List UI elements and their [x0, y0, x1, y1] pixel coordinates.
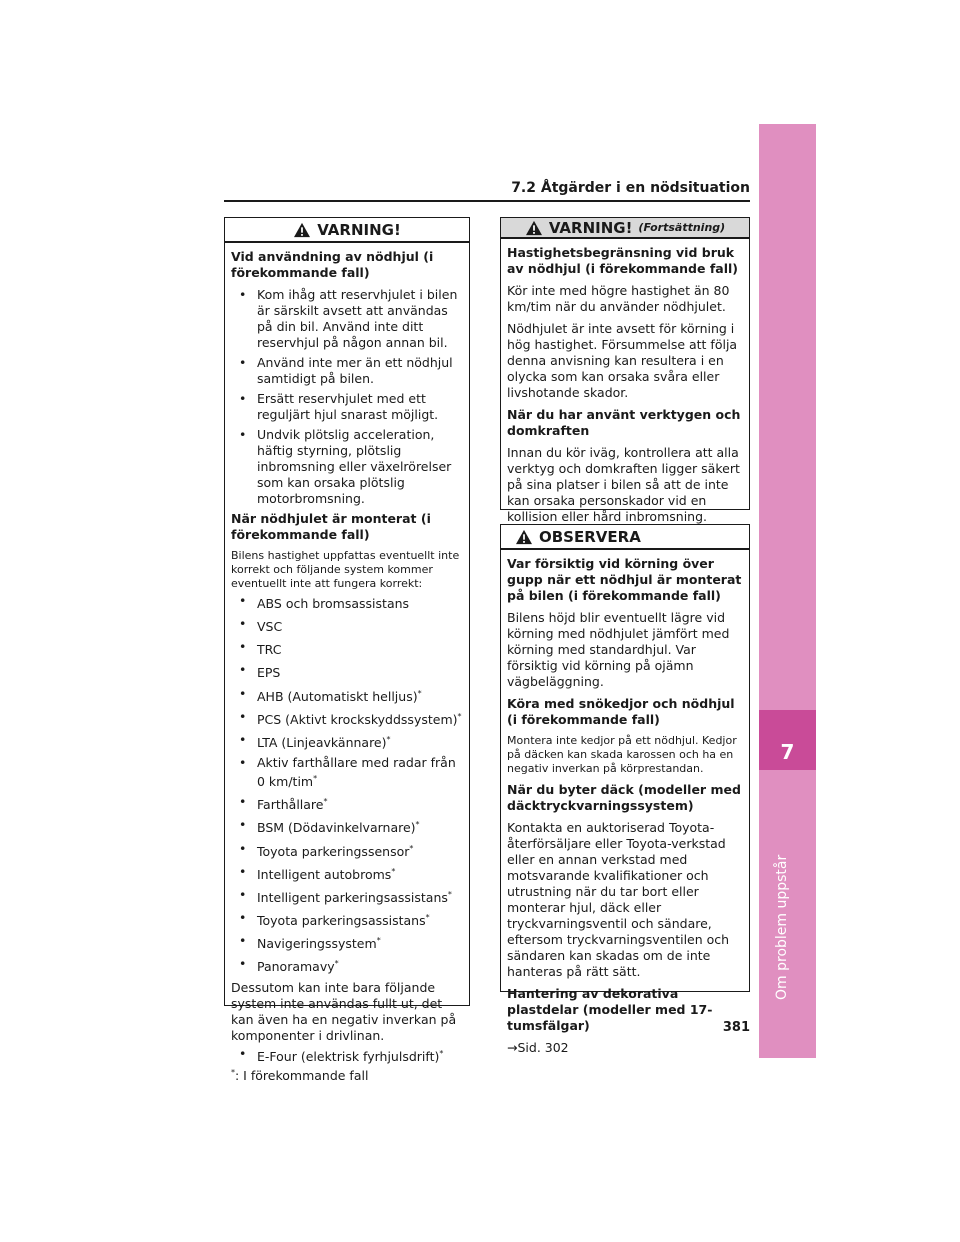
warning-box-header [225, 218, 469, 243]
footnote: *: I förekommande fall [231, 1067, 369, 1083]
warning-paragraph: Kör inte med högre hastighet än 80 km/tim när du använder nödhjulet. [507, 283, 730, 314]
list-item: • Använd inte mer än ett nödhjul samtidigt på bilen. [231, 355, 463, 387]
list-item: • BSM (Dödavinkelvarnare)* [231, 817, 463, 836]
list-item: • Panoramavy* [231, 956, 463, 975]
warning-paragraph: Nödhjulet är inte avsett för körning i hög hastighet. Försummelse att följa denna anvisning kan resultera i en olycka som kan orsaka svåra eller livshotande skador. [507, 321, 738, 400]
list-item: • Intelligent autobroms* [231, 864, 463, 883]
list-item: • Navigeringssystem* [231, 933, 463, 952]
notice-body [501, 550, 749, 1068]
notice-paragraph: Kontakta en auktoriserad Toyota-återförsäljare eller Toyota-verkstad eller en annan verkstad med motsvarande kvalifikationer och utrustning när du tar bort eller monterar hjul, däck eller tryckvarningsventil och sändare, eftersom tryckvarningsventilen och sändaren kan skadas om de inte hanteras på rätt sätt. [507, 820, 730, 979]
chapter-number: 7 [780, 740, 795, 764]
warning-list-1 [231, 287, 463, 507]
section-header: 7.2 Åtgärder i en nödsituation [511, 180, 750, 196]
list-item: • EPS [231, 662, 463, 681]
warning-heading: När nödhjulet är monterat (i förekommande fall) [231, 511, 431, 542]
list-item: • Ersätt reservhjulet med ett reguljärt hjul snarast möjligt. [231, 391, 463, 423]
header-rule [224, 200, 750, 202]
warning-heading: När du har använt verktygen och domkraften [507, 407, 741, 438]
warning-box-right [500, 217, 750, 524]
notice-icon [515, 529, 533, 545]
warning-list-3 [231, 1046, 463, 1065]
notice-heading: Hantering av dekorativa plastdelar (modeller med 17-tumsfälgar) [507, 986, 713, 1033]
page-reference-link[interactable]: →Sid. 302 [507, 1040, 569, 1055]
list-item: • Kom ihåg att reservhjulet i bilen är särskilt avsett att användas på din bil. Använd inte ditt reservhjul på någon annan bil. [231, 287, 463, 351]
list-item: • Intelligent parkeringsassistans* [231, 887, 463, 906]
notice-heading: Köra med snökedjor och nödhjul (i förekommande fall) [507, 696, 735, 727]
notice-paragraph: Montera inte kedjor på ett nödhjul. Kedjor på däcken kan skada karossen och ha en negativ inverkan på körprestandan. [507, 734, 737, 775]
notice-heading: När du byter däck (modeller med däcktryckvarningssystem) [507, 782, 741, 813]
notice-title: OBSERVERA [539, 527, 641, 546]
warning-box-header [501, 218, 749, 239]
list-item: • Toyota parkeringsassistans* [231, 910, 463, 929]
notice-heading: Var försiktig vid körning över gupp när ett nödhjul är monterat på bilen (i förekommande fall) [507, 556, 742, 603]
list-item: • VSC [231, 616, 463, 635]
warning-note: Bilens hastighet uppfattas eventuellt inte korrekt och följande system kommer eventuellt inte att fungera korrekt: [231, 549, 460, 590]
warning-paragraph: Innan du kör iväg, kontrollera att alla verktyg och domkraften ligger säkert på sina platser i bilen så att de inte kan orsaka personskador vid en kollision eller hård inbromsning. [507, 445, 740, 524]
warning-heading: Vid användning av nödhjul (i förekommande fall) [231, 249, 434, 280]
notice-box-header [501, 525, 749, 550]
continued-label: (Fortsättning) [638, 221, 726, 234]
warning-icon [293, 222, 311, 238]
warning-box-left [224, 217, 470, 1083]
warning-title: VARNING! [548, 218, 633, 237]
list-item: • Aktiv farthållare med radar från 0 km/tim* [231, 755, 463, 790]
list-item: • Toyota parkeringssensor* [231, 841, 463, 860]
warning-list-2 [231, 593, 463, 976]
warning-body [501, 239, 749, 537]
warning-heading: Hastighetsbegränsning vid bruk av nödhjul (i förekommande fall) [507, 245, 738, 276]
list-item: • PCS (Aktivt krockskyddssystem)* [231, 709, 463, 728]
warning-body [225, 243, 469, 1096]
chapter-title: Om problem uppstår [774, 854, 790, 1000]
list-item: • Undvik plötslig acceleration, häftig styrning, plötslig inbromsning eller växelrörelser som kan orsaka plötslig motorbromsning. [231, 427, 463, 507]
list-item: • LTA (Linjeavkännare)* [231, 732, 463, 751]
warning-icon [525, 220, 543, 236]
list-item: • Farthållare* [231, 794, 463, 813]
list-item: • ABS och bromsassistans [231, 593, 463, 612]
warning-paragraph: Dessutom kan inte bara följande system inte användas fullt ut, det kan även ha en negativ inverkan på komponenter i drivlinan. [231, 979, 457, 1043]
list-item: • AHB (Automatiskt helljus)* [231, 686, 463, 705]
warning-title: VARNING! [317, 220, 401, 239]
page-number: 381 [722, 1020, 750, 1035]
notice-paragraph: Bilens höjd blir eventuellt lägre vid körning med nödhjulet jämfört med körning med standardhjul. Var försiktig vid körning på ojämn vägbeläggning. [507, 610, 730, 689]
list-item: • E-Four (elektrisk fyrhjulsdrift)* [231, 1046, 463, 1065]
list-item: • TRC [231, 639, 463, 658]
